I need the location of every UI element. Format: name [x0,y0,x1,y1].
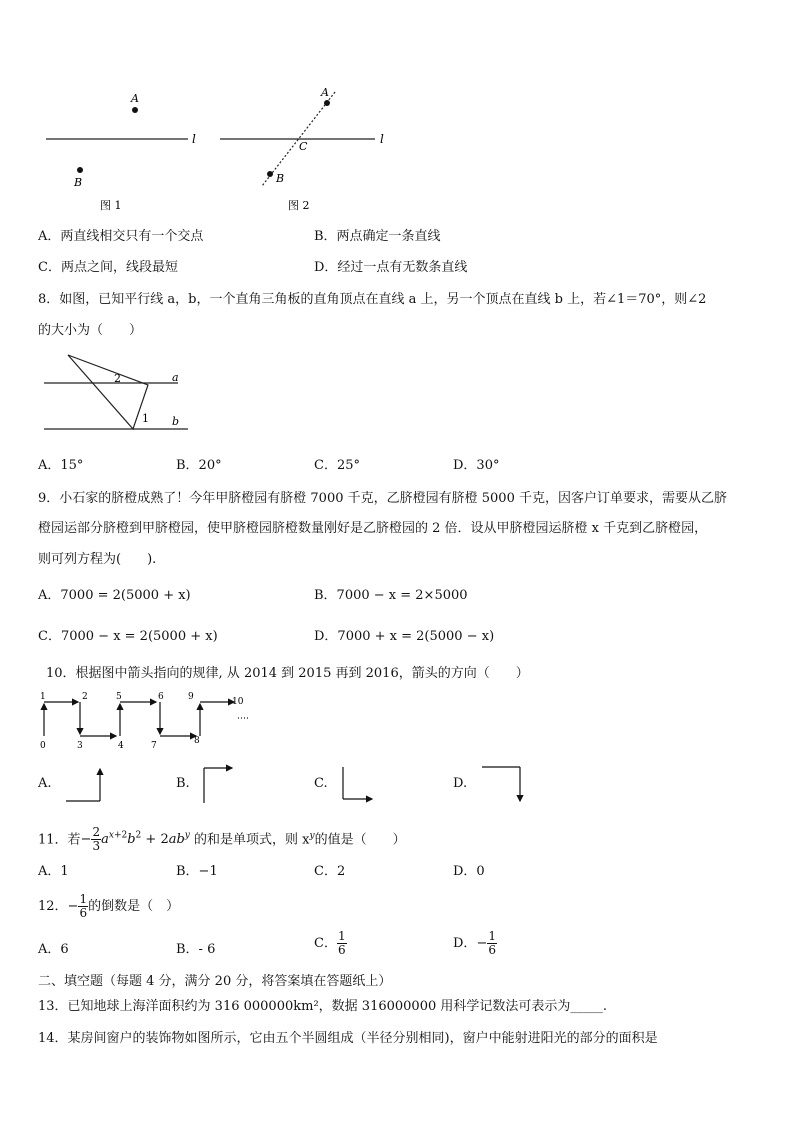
q7-option-a: A．两直线相交只有一个交点 [38,229,204,244]
q10-option-d-label: D. [453,776,468,791]
q10-option-c-label: C. [314,776,328,791]
q12-option-d: D．− $\frac{1}{6}$ [453,929,496,957]
q10-option-a-arrow [64,763,106,805]
section-fill-in-heading: 二、填空题（每题 4 分，满分 20 分，将答案填在答题纸上） [38,974,392,989]
q12-option-a: A．6 [38,942,69,957]
q12-option-b: B．- 6 [176,942,216,957]
q8-option-c: C．25° [314,458,360,473]
q8-option-d: D．30° [453,458,500,473]
q8-label-b: b [172,415,180,428]
q8-stem-line1: 8．如图，已知平行线 a，b，一个直角三角板的直角顶点在直线 a 上，另一个顶点在直线 b 上，若∠1＝70°，则∠2 [38,292,707,307]
q7-option-b: B．两点确定一条直线 [314,229,441,244]
q8-option-a: A．15° [38,458,84,473]
q11-stem: 11．若− $\frac{2}{3}$ $a^{x+2}b^2 + 2ab^y$ 的和是单项式，则 $x^y$的值是（ ） [38,825,406,854]
q10-option-d-arrow [478,763,528,807]
svg-text:1: 1 [40,692,46,702]
fig1-point-a [132,107,138,113]
q12-stem: 12．− $\frac{1}{6}$ 的倒数是（ ） [38,892,180,920]
fig1-label-b: B [74,176,83,189]
fig1-caption: 图 1 [100,199,122,212]
svg-text:5: 5 [116,692,122,702]
q7-option-d: D．经过一点有无数条直线 [314,260,468,275]
fig1-label-a: A [131,92,139,105]
svg-text:8: 8 [194,736,200,746]
q8-label-2: 2 [114,372,121,385]
q9-option-b: B．7000 − x = 2×5000 [314,588,468,603]
q8-option-b: B．20° [176,458,222,473]
q8-label-a: a [172,371,179,384]
q10-pattern-figure [38,690,253,750]
q8-triangle [68,355,148,429]
fig1-label-l: l [192,132,196,146]
svg-text:2: 2 [82,692,88,702]
q10-option-b-arrow [200,763,242,805]
q9-stem-line2: 橙园运部分脐橙到甲脐橙园，使甲脐橙园脐橙数量刚好是乙脐橙园的 2 倍．设从甲脐橙园运脐橙 x 千克到乙脐橙园， [38,521,708,536]
svg-text:0: 0 [40,741,46,750]
q9-option-c: C．7000 − x = 2(5000 + x) [38,629,218,644]
svg-text:7: 7 [151,741,157,750]
q14-stem: 14．某房间窗户的装饰物如图所示，它由五个半圆组成（半径分别相同)，窗户中能射进阳光的部分的面积是 [38,1031,658,1046]
svg-text:6: 6 [158,692,164,702]
q10-option-c-arrow [338,763,380,805]
q10-stem: 10．根据图中箭头指向的规律, 从 2014 到 2015 再到 2016，箭头的方向（ ） [46,666,529,681]
fig2-label-c: C [299,140,308,153]
q11-option-a: A．1 [38,864,69,879]
svg-text:3: 3 [77,741,83,750]
q8-stem-line2: 的大小为（ ） [38,323,143,338]
q10-option-b-label: B. [176,776,190,791]
fig2-point-a [324,100,330,106]
svg-text:4: 4 [118,741,124,750]
q8-label-1: 1 [142,412,149,425]
fig1-point-b [77,167,83,173]
fig2-point-b [267,171,273,177]
q8-figure [38,352,188,434]
fig2-label-l: l [380,132,384,146]
figures-1-2 [40,82,400,217]
q12-option-c: C． $\frac{1}{6}$ [314,929,346,957]
q9-stem-line3: 则可列方程为( ). [38,552,157,567]
q9-option-a: A．7000 = 2(5000 + x) [38,588,191,603]
q10-option-a-label: A. [38,776,52,791]
svg-text:10: 10 [232,697,244,707]
fig2-label-a: A [321,86,329,99]
svg-text:9: 9 [188,692,194,702]
q7-option-c: C．两点之间，线段最短 [38,260,178,275]
q11-option-c: C．2 [314,864,346,879]
q13-stem: 13．已知地球上海洋面积约为 316 000000km²，数据 316000000 用科学记数法可表示为_____. [38,999,607,1014]
fig2-caption: 图 2 [288,199,310,212]
q11-option-d: D．0 [453,864,485,879]
fig2-label-b: B [276,172,285,185]
q9-stem-line1: 9．小石家的脐橙成熟了！今年甲脐橙园有脐橙 7000 千克，乙脐橙园有脐橙 5000 千克，因客户订单要求，需要从乙脐 [38,491,727,506]
q9-option-d: D．7000 + x = 2(5000 − x) [314,629,495,644]
q11-option-b: B．−1 [176,864,218,879]
